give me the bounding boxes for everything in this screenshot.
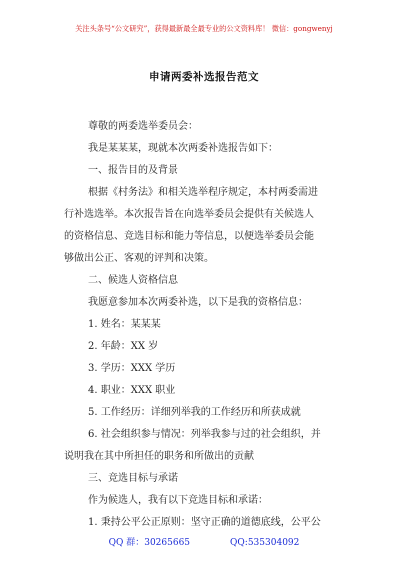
body-line: 的资格信息、竞选目标和能力等信息，以便选举委员会能 <box>64 231 314 242</box>
body-line: 我愿意参加本次两委补选，以下是我的资格信息： <box>88 297 308 308</box>
document-title: 申请两委补选报告范文 <box>149 71 259 83</box>
header-promo-note: 关注头条号“公文研究”，获得最新最全最专业的公文资料库！ 微信：gongwenyj <box>75 24 333 33</box>
section-heading: 三、竞选目标与承诺 <box>88 473 178 484</box>
section-heading: 二、候选人资格信息 <box>88 275 178 286</box>
footer-qq-number: QQ:535304092 <box>230 538 300 548</box>
body-line: 够做出公正、客观的评判和决策。 <box>64 253 214 264</box>
salutation: 尊敬的两委选举委员会： <box>88 121 198 132</box>
list-item: 6. 社会组织参与情况：列举我参与过的社会组织，并 <box>88 429 321 440</box>
list-item: 1. 秉持公平公正原则：坚守正确的道德底线，公平公 <box>88 517 321 528</box>
footer-qq-group: QQ 群：30265665 <box>108 538 191 548</box>
body-line: 作为候选人，我有以下竞选目标和承诺： <box>88 495 268 506</box>
list-item: 1. 姓名：某某某 <box>88 319 161 330</box>
body-line: 我是某某某，现就本次两委补选报告如下： <box>88 143 278 154</box>
section-heading: 一、报告目的及背景 <box>88 165 178 176</box>
list-item: 4. 职业：XXX 职业 <box>88 385 176 396</box>
footer-contact <box>0 535 408 548</box>
list-item: 5. 工作经历：详细列举我的工作经历和所获成就 <box>88 407 301 418</box>
body-line: 说明我在其中所担任的职务和所做出的贡献 <box>64 451 254 462</box>
list-item: 3. 学历：XXX 学历 <box>88 363 176 374</box>
list-item: 2. 年龄：XX 岁 <box>88 341 159 352</box>
body-line: 根据《村务法》和相关选举程序规定，本村两委需进 <box>88 187 318 198</box>
body-line: 行补选选举。本次报告旨在向选举委员会提供有关候选人 <box>64 209 314 220</box>
